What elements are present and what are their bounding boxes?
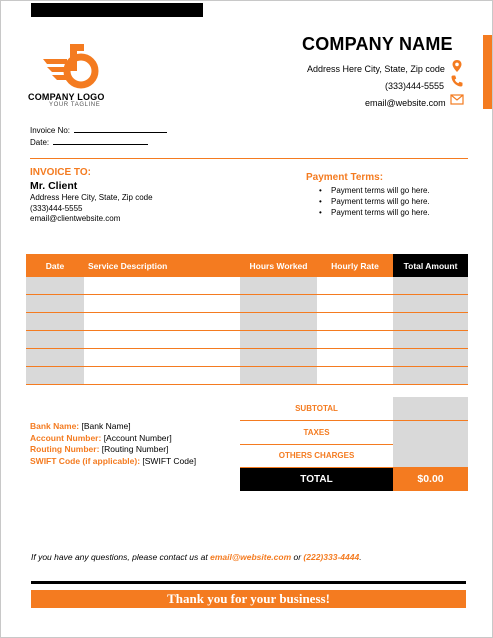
- date-row: [30, 136, 148, 147]
- top-black-bar: [31, 3, 203, 17]
- thank-you-banner: Thank you for your business!: [31, 590, 466, 608]
- hours-cell[interactable]: [240, 367, 317, 385]
- client-name: Mr. Client: [30, 180, 78, 192]
- company-phone: (333)444-5555: [385, 81, 445, 91]
- taxes-value[interactable]: [393, 421, 468, 445]
- footer-phone-link[interactable]: (222)333-4444: [303, 552, 360, 562]
- table-row: [26, 367, 468, 385]
- description-cell[interactable]: [84, 367, 240, 385]
- total-cell[interactable]: [393, 331, 468, 349]
- rate-cell[interactable]: [317, 295, 393, 313]
- client-address: Address Here City, State, Zip code: [30, 193, 153, 202]
- logo-text: COMPANY LOGO: [28, 92, 105, 102]
- subtotal-label: SUBTOTAL: [240, 397, 393, 421]
- client-phone: (333)444-5555: [30, 204, 83, 213]
- col-header-description: Service Description: [84, 254, 240, 277]
- payment-terms-list: [303, 185, 430, 218]
- swift-code-row: [30, 456, 196, 468]
- invoice-no-field[interactable]: [74, 124, 167, 133]
- account-number-label: Account Number:: [30, 432, 102, 443]
- date-label: Date:: [30, 138, 50, 147]
- total-value: $0.00: [393, 468, 468, 491]
- total-label: TOTAL: [240, 468, 393, 491]
- others-charges-value[interactable]: [393, 444, 468, 468]
- col-header-hours: Hours Worked: [240, 254, 317, 277]
- account-number-value: [Account Number]: [103, 432, 172, 443]
- others-charges-label: OTHERS CHARGES: [240, 444, 393, 468]
- total-cell[interactable]: [393, 295, 468, 313]
- routing-number-row: [30, 444, 196, 456]
- invoice-no-label: Invoice No:: [30, 126, 71, 135]
- bank-details: [30, 421, 196, 467]
- swift-code-value: [SWIFT Code]: [142, 455, 197, 466]
- divider-rule: [30, 158, 468, 159]
- contact-or-text: or: [291, 552, 304, 562]
- payment-term-item: • Payment terms will go here.: [303, 196, 430, 207]
- description-cell[interactable]: [84, 331, 240, 349]
- invoice-to-heading: INVOICE TO:: [30, 167, 91, 178]
- hours-cell[interactable]: [240, 277, 317, 295]
- routing-number-label: Routing Number:: [30, 444, 100, 454]
- total-cell[interactable]: [393, 277, 468, 295]
- company-logo-icon: [41, 43, 107, 91]
- rate-cell[interactable]: [317, 367, 393, 385]
- table-row: [26, 295, 468, 313]
- logo-tagline: YOUR TAGLINE: [49, 102, 101, 108]
- table-header-row: [26, 254, 468, 277]
- mail-icon: [450, 92, 464, 106]
- contact-period: .: [359, 552, 362, 562]
- total-cell[interactable]: [393, 349, 468, 367]
- table-row: [26, 349, 468, 367]
- orange-side-strip: [483, 35, 492, 109]
- table-row: [26, 331, 468, 349]
- company-name: COMPANY NAME: [302, 34, 453, 54]
- col-header-rate: Hourly Rate: [317, 254, 393, 277]
- contact-question-text: If you have any questions, please contact us at: [31, 552, 211, 562]
- col-header-total: Total Amount: [393, 254, 468, 277]
- company-address: Address Here City, State, Zip code: [307, 64, 445, 74]
- rate-cell[interactable]: [317, 313, 393, 331]
- table-row: [26, 277, 468, 295]
- company-email: email@website.com: [365, 98, 446, 108]
- taxes-label: TAXES: [240, 421, 393, 445]
- payment-terms-heading: Payment Terms:: [306, 172, 384, 183]
- date-cell[interactable]: [26, 277, 84, 295]
- description-cell[interactable]: [84, 313, 240, 331]
- footer-email-link[interactable]: email@website.com: [210, 552, 292, 562]
- footer-black-rule: [31, 581, 466, 584]
- date-field[interactable]: [53, 136, 148, 145]
- description-cell[interactable]: [84, 277, 240, 295]
- payment-term-item: • Payment terms will go here.: [303, 185, 430, 196]
- location-pin-icon: [450, 59, 464, 73]
- description-cell[interactable]: [84, 349, 240, 367]
- hours-cell[interactable]: [240, 349, 317, 367]
- date-cell[interactable]: [26, 367, 84, 385]
- subtotal-value[interactable]: [393, 397, 468, 421]
- invoice-no-row: [30, 124, 167, 135]
- hours-cell[interactable]: [240, 313, 317, 331]
- items-table: [26, 254, 468, 385]
- contact-question: [31, 552, 362, 562]
- date-cell[interactable]: [26, 295, 84, 313]
- total-cell[interactable]: [393, 367, 468, 385]
- bank-name-row: [30, 421, 196, 433]
- col-header-date: Date: [26, 254, 84, 277]
- hours-cell[interactable]: [240, 331, 317, 349]
- swift-code-label: SWIFT Code (if applicable):: [30, 455, 141, 466]
- bank-name-label: Bank Name:: [30, 421, 80, 431]
- total-cell[interactable]: [393, 313, 468, 331]
- phone-icon: [450, 74, 464, 88]
- date-cell[interactable]: [26, 331, 84, 349]
- rate-cell[interactable]: [317, 349, 393, 367]
- routing-number-value: [Routing Number]: [101, 444, 169, 454]
- rate-cell[interactable]: [317, 331, 393, 349]
- date-cell[interactable]: [26, 349, 84, 367]
- hours-cell[interactable]: [240, 295, 317, 313]
- client-email: email@clientwebsite.com: [30, 214, 121, 223]
- bank-name-value: [Bank Name]: [81, 421, 131, 431]
- description-cell[interactable]: [84, 295, 240, 313]
- account-number-row: [30, 433, 196, 445]
- table-row: [26, 313, 468, 331]
- payment-term-item: • Payment terms will go here.: [303, 207, 430, 218]
- rate-cell[interactable]: [317, 277, 393, 295]
- date-cell[interactable]: [26, 313, 84, 331]
